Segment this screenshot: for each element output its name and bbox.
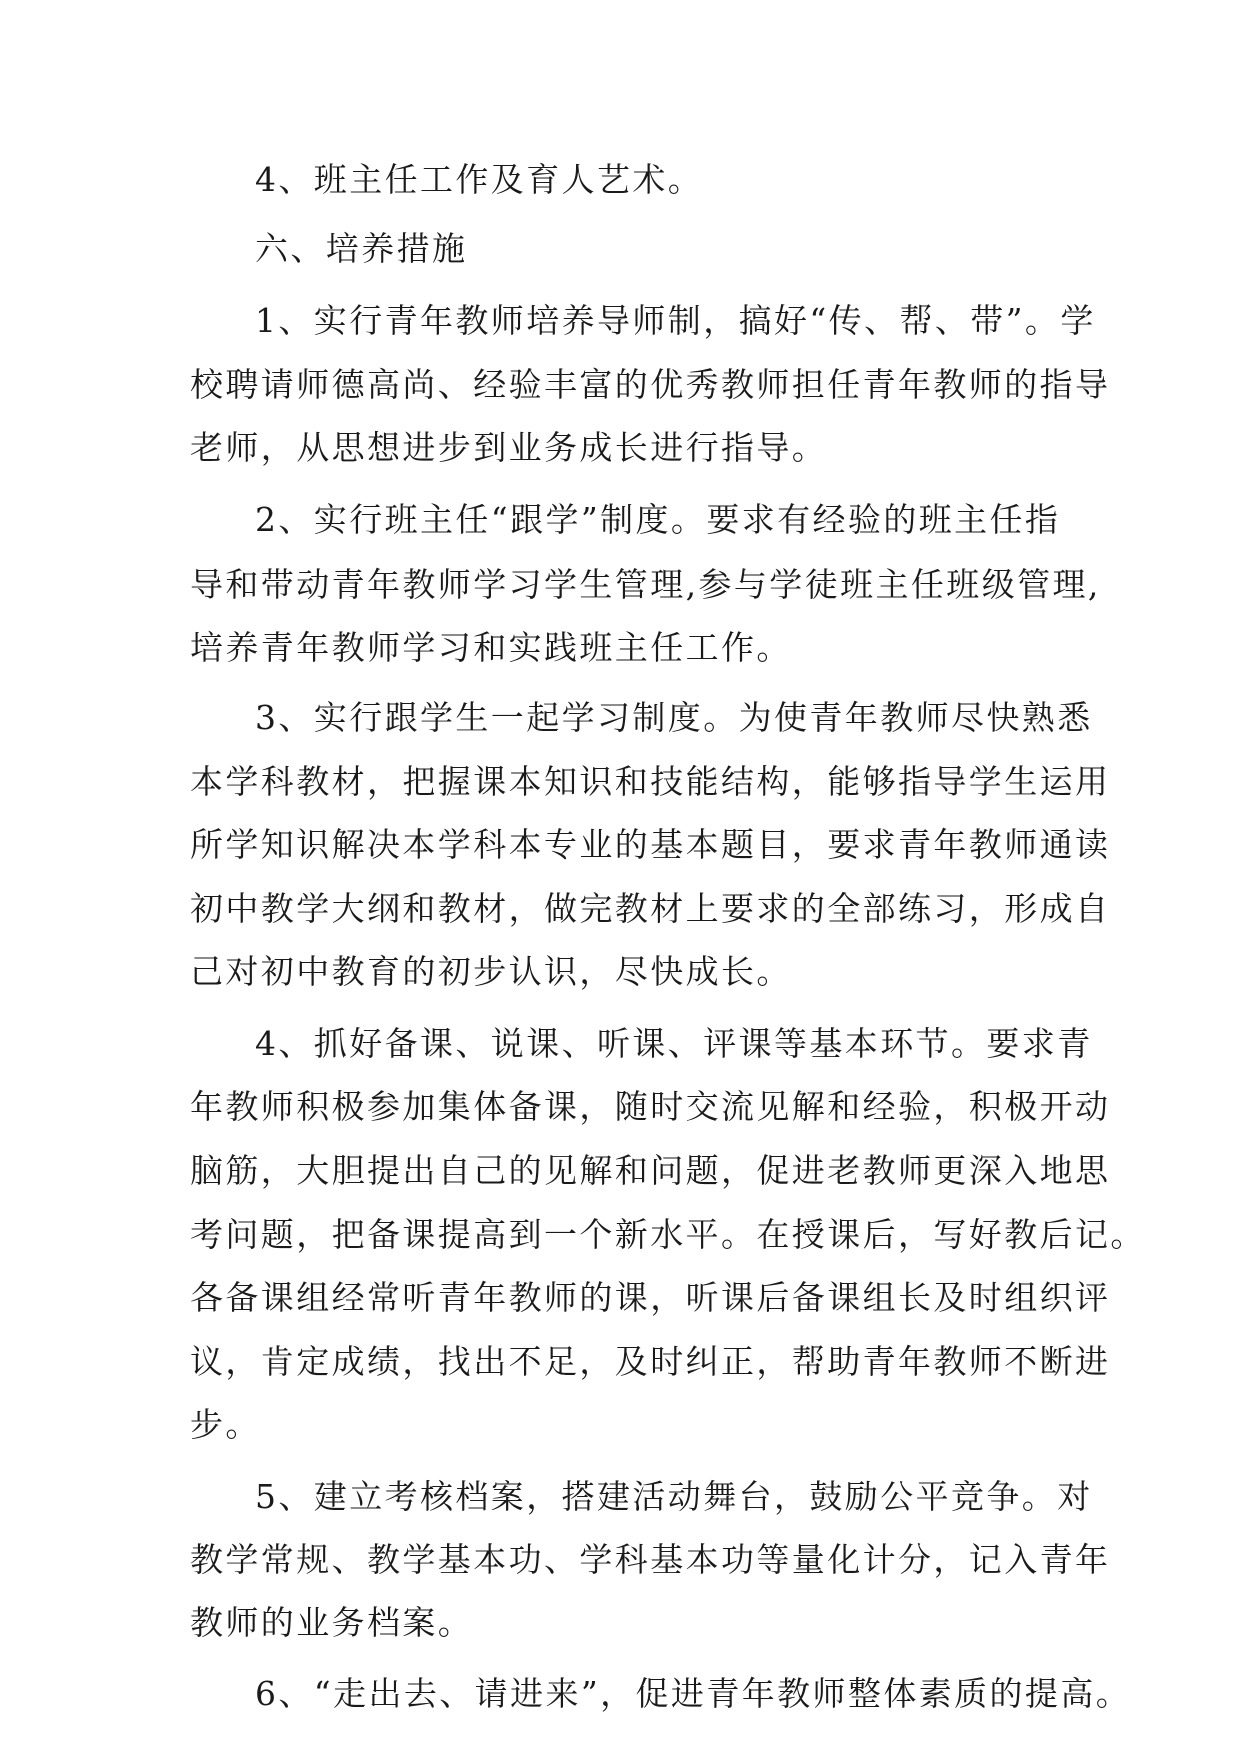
text-line: 培养青年教师学习和实践班主任工作。 [190, 628, 792, 667]
text-line: 4、班主任工作及育人艺术。 [255, 160, 704, 199]
section-heading: 六、培养措施 [255, 229, 468, 268]
text-line: 步。 [190, 1405, 261, 1444]
text-line: 教学常规、教学基本功、学科基本功等量化计分，记入青年 [190, 1540, 1111, 1579]
text-line: 所学知识解决本学科本专业的基本题目，要求青年教师通读 [190, 825, 1111, 864]
text-line: 教师的业务档案。 [190, 1603, 474, 1642]
text-line: 1、实行青年教师培养导师制，搞好“传、帮、带”。学 [255, 301, 1096, 340]
text-line: 导和带动青年教师学习学生管理,参与学徒班主任班级管理, [190, 565, 1101, 604]
text-line: 5、建立考核档案，搭建活动舞台，鼓励公平竞争。对 [255, 1477, 1093, 1516]
text-line: 本学科教材，把握课本知识和技能结构，能够指导学生运用 [190, 762, 1111, 801]
text-line: 3、实行跟学生一起学习制度。为使青年教师尽快熟悉 [255, 698, 1093, 737]
text-line: 2、实行班主任“跟学”制度。要求有经验的班主任指 [255, 500, 1061, 539]
text-line: 校聘请师德高尚、经验丰富的优秀教师担任青年教师的指导 [190, 365, 1111, 404]
text-line: 6、“走出去、请进来”，促进青年教师整体素质的提高。 [255, 1674, 1132, 1713]
text-line: 脑筋，大胆提出自己的见解和问题，促进老教师更深入地思 [190, 1151, 1111, 1190]
text-line: 老师，从思想进步到业务成长进行指导。 [190, 428, 828, 467]
text-line: 年教师积极参加集体备课，随时交流见解和经验，积极开动 [190, 1087, 1111, 1126]
text-line: 初中教学大纲和教材，做完教材上要求的全部练习，形成自 [190, 889, 1111, 928]
text-line: 各备课组经常听青年教师的课，听课后备课组长及时组织评 [190, 1278, 1111, 1317]
text-line: 己对初中教育的初步认识，尽快成长。 [190, 952, 792, 991]
text-line: 4、抓好备课、说课、听课、评课等基本环节。要求青 [255, 1024, 1093, 1063]
text-line: 议，肯定成绩，找出不足，及时纠正，帮助青年教师不断进 [190, 1342, 1111, 1381]
text-line: 考问题，把备课提高到一个新水平。在授课后，写好教后记。 [190, 1215, 1146, 1254]
